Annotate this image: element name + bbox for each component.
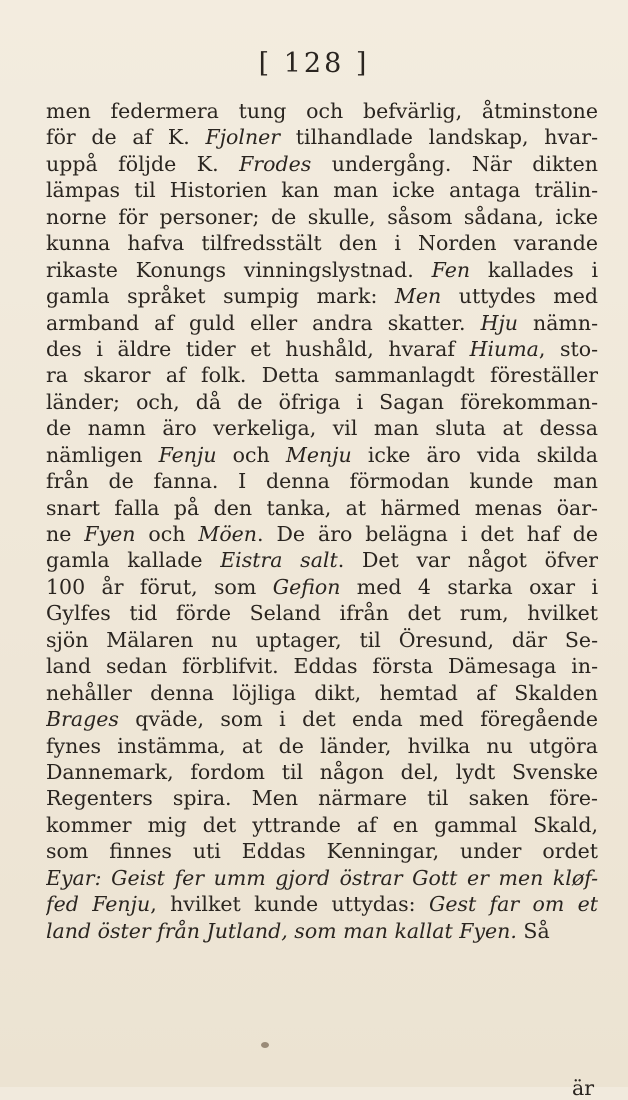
text-segment: undergång. När dikten (311, 151, 598, 176)
text-segment: Så (516, 918, 550, 943)
text-segment: , sto- (538, 336, 598, 361)
text-line (46, 680, 598, 706)
text-segment: qväde, som i det enda med föregående (118, 707, 598, 732)
text-segment: norne för personer; de skulle, såsom sådana, icke (46, 204, 598, 229)
text-line (46, 336, 598, 362)
text-segment: . Det var något öfver (337, 548, 598, 573)
italic-text: Brages (46, 707, 119, 732)
text-segment: fynes instämma, at de länder, hvilka nu utgöra (46, 733, 598, 758)
text-segment: ra skaror af folk. Detta sammanlagdt föreställer (46, 363, 598, 388)
text-line (46, 574, 598, 600)
page-number: [ 128 ] (258, 48, 370, 79)
text-segment: kommer mig det yttrande af en gammal Skald, (46, 812, 598, 837)
italic-text: Fyen (84, 522, 136, 546)
text-line (46, 627, 598, 653)
text-line (46, 310, 598, 336)
text-segment: 100 år förut, som (46, 574, 273, 599)
text-segment: , hvilket kunde uttydas: (150, 892, 429, 917)
italic-text: Möen (198, 522, 258, 546)
text-line (46, 204, 598, 230)
text-segment: tilhandlade landskap, hvar- (280, 125, 598, 150)
text-segment: uttydes med (441, 284, 598, 309)
text-line (46, 124, 598, 150)
text-segment: land sedan förblifvit. Eddas första Dämesaga in- (46, 654, 598, 679)
text-segment: icke äro vida skilda (351, 442, 598, 467)
italic-text: Hju (480, 310, 518, 335)
text-segment: lämpas til Historien kan man icke antaga trälin- (46, 178, 598, 203)
italic-text: Fenju (158, 442, 217, 467)
text-line (46, 257, 598, 283)
text-line (46, 98, 598, 124)
text-segment: rikaste Konungs vinningslystnad. (46, 257, 432, 282)
text-line (46, 653, 598, 679)
text-segment: armband af guld eller andra skatter. (46, 310, 481, 335)
italic-text: Eyar: Geist fer umm gjord östrar Gott er men kløf- (46, 865, 598, 890)
text-segment: nehåller denna löjliga dikt, hemtad af Skalden (46, 680, 598, 705)
text-line (46, 495, 598, 521)
text-line (46, 415, 598, 441)
text-segment: kunna hafva tilfredsstält den i Norden varande (46, 231, 598, 256)
text-segment: uppå följde K. (46, 151, 240, 176)
italic-text: Fen (431, 257, 471, 282)
text-segment: Gylfes tid förde Seland ifrån det rum, hvilket (46, 601, 598, 626)
text-line (46, 600, 598, 626)
text-line (46, 918, 598, 944)
text-segment: för de af K. (46, 125, 206, 150)
italic-text: fed Fenju (46, 892, 151, 917)
text-segment: och (135, 522, 199, 546)
text-segment: med 4 starka oxar i (340, 574, 598, 599)
text-segment: gamla språket sumpig mark: (46, 284, 395, 309)
text-line (46, 521, 598, 547)
text-line (46, 230, 598, 256)
text-segment: länder; och, då de öfriga i Sagan förekomman- (46, 389, 598, 414)
text-line (46, 547, 598, 573)
catchword: är (572, 1076, 595, 1100)
text-segment: kallades i (470, 257, 598, 282)
text-line (46, 442, 598, 468)
italic-text: Eistra salt (220, 548, 338, 573)
italic-text: Men (394, 284, 442, 309)
text-segment: men federmera tung och befvärlig, åtminstone (46, 99, 598, 123)
text-line (46, 759, 598, 785)
text-line (46, 468, 598, 494)
text-line (46, 151, 598, 177)
text-line (46, 785, 598, 811)
text-line (46, 706, 598, 732)
text-line (46, 389, 598, 415)
text-segment: de namn äro verkeliga, vil man sluta at dessa (46, 416, 598, 441)
italic-text: Hiuma (469, 336, 539, 361)
text-segment: som finnes uti Eddas Kenningar, under ordet (46, 839, 598, 864)
text-segment: Regenters spira. Men närmare til saken före- (46, 786, 598, 811)
text-line (46, 362, 598, 388)
italic-text: Gefion (272, 574, 341, 599)
italic-text: Gest far om et (428, 892, 598, 917)
text-line (46, 838, 598, 864)
text-line (46, 283, 598, 309)
italic-text: Frodes (239, 151, 312, 176)
italic-text: Menju (285, 442, 352, 467)
text-segment: nämligen (46, 442, 159, 467)
text-line (46, 812, 598, 838)
text-line (46, 865, 598, 891)
text-line (46, 177, 598, 203)
ornament-mark (261, 1042, 269, 1048)
italic-text: land öster från Jutland, som man kallat Fyen. (46, 918, 517, 943)
text-segment: des i äldre tider et hushåld, hvaraf (46, 336, 470, 361)
text-segment: . De äro belägna i det haf de (257, 522, 598, 546)
text-segment: gamla kallade (46, 548, 221, 573)
text-segment: från de fanna. I denna förmodan kunde man (46, 469, 598, 494)
text-segment: och (216, 442, 286, 467)
text-segment: Dannemark, fordom til någon del, lydt Svenske (46, 759, 598, 784)
text-segment: nämn- (518, 310, 598, 335)
text-segment: ne (46, 522, 85, 546)
text-segment: sjön Mälaren nu uptager, til Öresund, där Se- (46, 627, 598, 652)
text-segment: snart falla på den tanka, at härmed menas öar- (46, 495, 598, 520)
text-line (46, 733, 598, 759)
text-line (46, 891, 598, 917)
body-text (46, 98, 598, 944)
italic-text: Fjolner (205, 125, 281, 150)
